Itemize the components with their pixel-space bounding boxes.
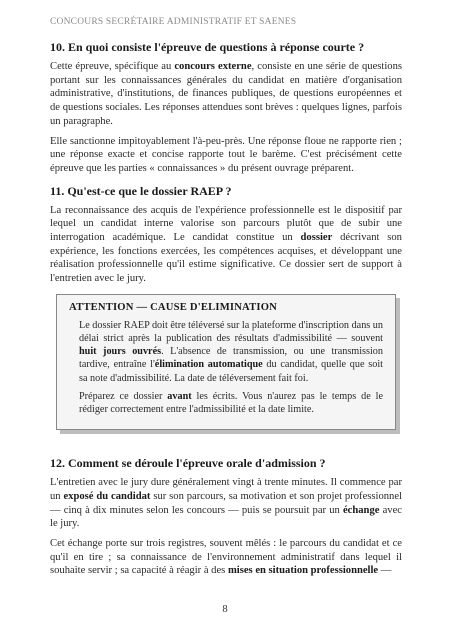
emphasis-huit-jours: huit jours ouvrés <box>79 346 162 358</box>
attention-paragraph-1: Le dossier RAEP doit être téléversé sur la plateforme d'inscription dans un délai strict après la publication des résultats d'admissibilité — souvent huit jours ouvrés. L'absence de transmission, ou une transmission tardive, entraîne l'élimination automatique du candidat, quelle que soit sa note d'admissibilité. La date de téléversement fait foi. <box>79 319 383 384</box>
q12-heading: 12. Comment se déroule l'épreuve orale d'admission ? <box>50 456 326 471</box>
page-number: 8 <box>222 604 228 615</box>
emphasis-echange: échange <box>342 504 380 516</box>
attention-paragraph-2: Préparez ce dossier avant les écrits. Vous n'aurez pas le temps de le rédiger correctement entre l'admissibilité et la date limite. <box>79 390 383 416</box>
emphasis-dossier: dossier <box>300 232 333 244</box>
q11-heading: 11. Qu'est-ce que le dossier RAEP ? <box>50 183 232 198</box>
section-q12 <box>50 456 402 578</box>
running-head: CONCOURS SECRÉTAIRE ADMINISTRATIF ET SAENES <box>50 17 297 27</box>
emphasis-elimination: élimination automatique <box>154 359 263 371</box>
q10-paragraph-1: Cette épreuve, spécifique au concours externe, consiste en une série de questions portant sur les connaissances générales du candidat en matière d'organisation administrative, d'institutions, de finances publiques, de questions européennes et de questions sociales. Les réponses attendues sont brèves : quelques lignes, parfois un paragraphe. <box>50 61 403 127</box>
attention-title: ATTENTION — CAUSE D'ELIMINATION <box>69 301 278 313</box>
section-q11 <box>50 184 402 431</box>
page-content <box>50 40 402 586</box>
emphasis-concours-externe: concours externe <box>174 61 252 72</box>
q10-paragraph-2: Elle sanctionne impitoyablement l'à-peu-près. Une réponse floue ne rapporte rien ; une réponse exacte et concise rapporte tout le barème. C'est précisément cette épreuve que les parties « connaissances » du présent ouvrage préparent. <box>50 135 402 174</box>
emphasis-expose: exposé du candidat <box>63 490 151 502</box>
q12-paragraph-2: Cet échange porte sur trois registres, souvent mêlés : le parcours du candidat et ce qu'il en tire ; sa connaissance de l'environnement administratif dans lequel il souhaite servir ; sa capacité à réagir à des mises en situation professionnelle — <box>50 538 402 577</box>
section-q10 <box>50 40 402 176</box>
q12-paragraph-1: L'entretien avec le jury dure généralement vingt à trente minutes. Il commence par un exposé du candidat sur son parcours, sa motivation et son projet professionnel — cinq à dix minutes selon les concours — puis se poursuit par un échange avec le jury. <box>50 477 402 530</box>
q10-heading: 10. En quoi consiste l'épreuve de questions à réponse courte ? <box>50 40 365 54</box>
emphasis-mises-en-situation: mises en situation professionnelle <box>227 565 379 577</box>
attention-callout <box>56 294 396 430</box>
q11-paragraph-1: La reconnaissance des acquis de l'expérience professionnelle est le dispositif par lequel un candidat interne valorise son parcours plutôt que de subir une interrogation académique. Le candidat constitue un dossier décrivant son expérience, les fonctions exercées, les compétences acquises, et développant une réalisation professionnelle qu'il estime significative. Ce dossier sert de support à l'entretien avec le jury. <box>50 204 402 285</box>
emphasis-avant: avant <box>167 390 192 402</box>
